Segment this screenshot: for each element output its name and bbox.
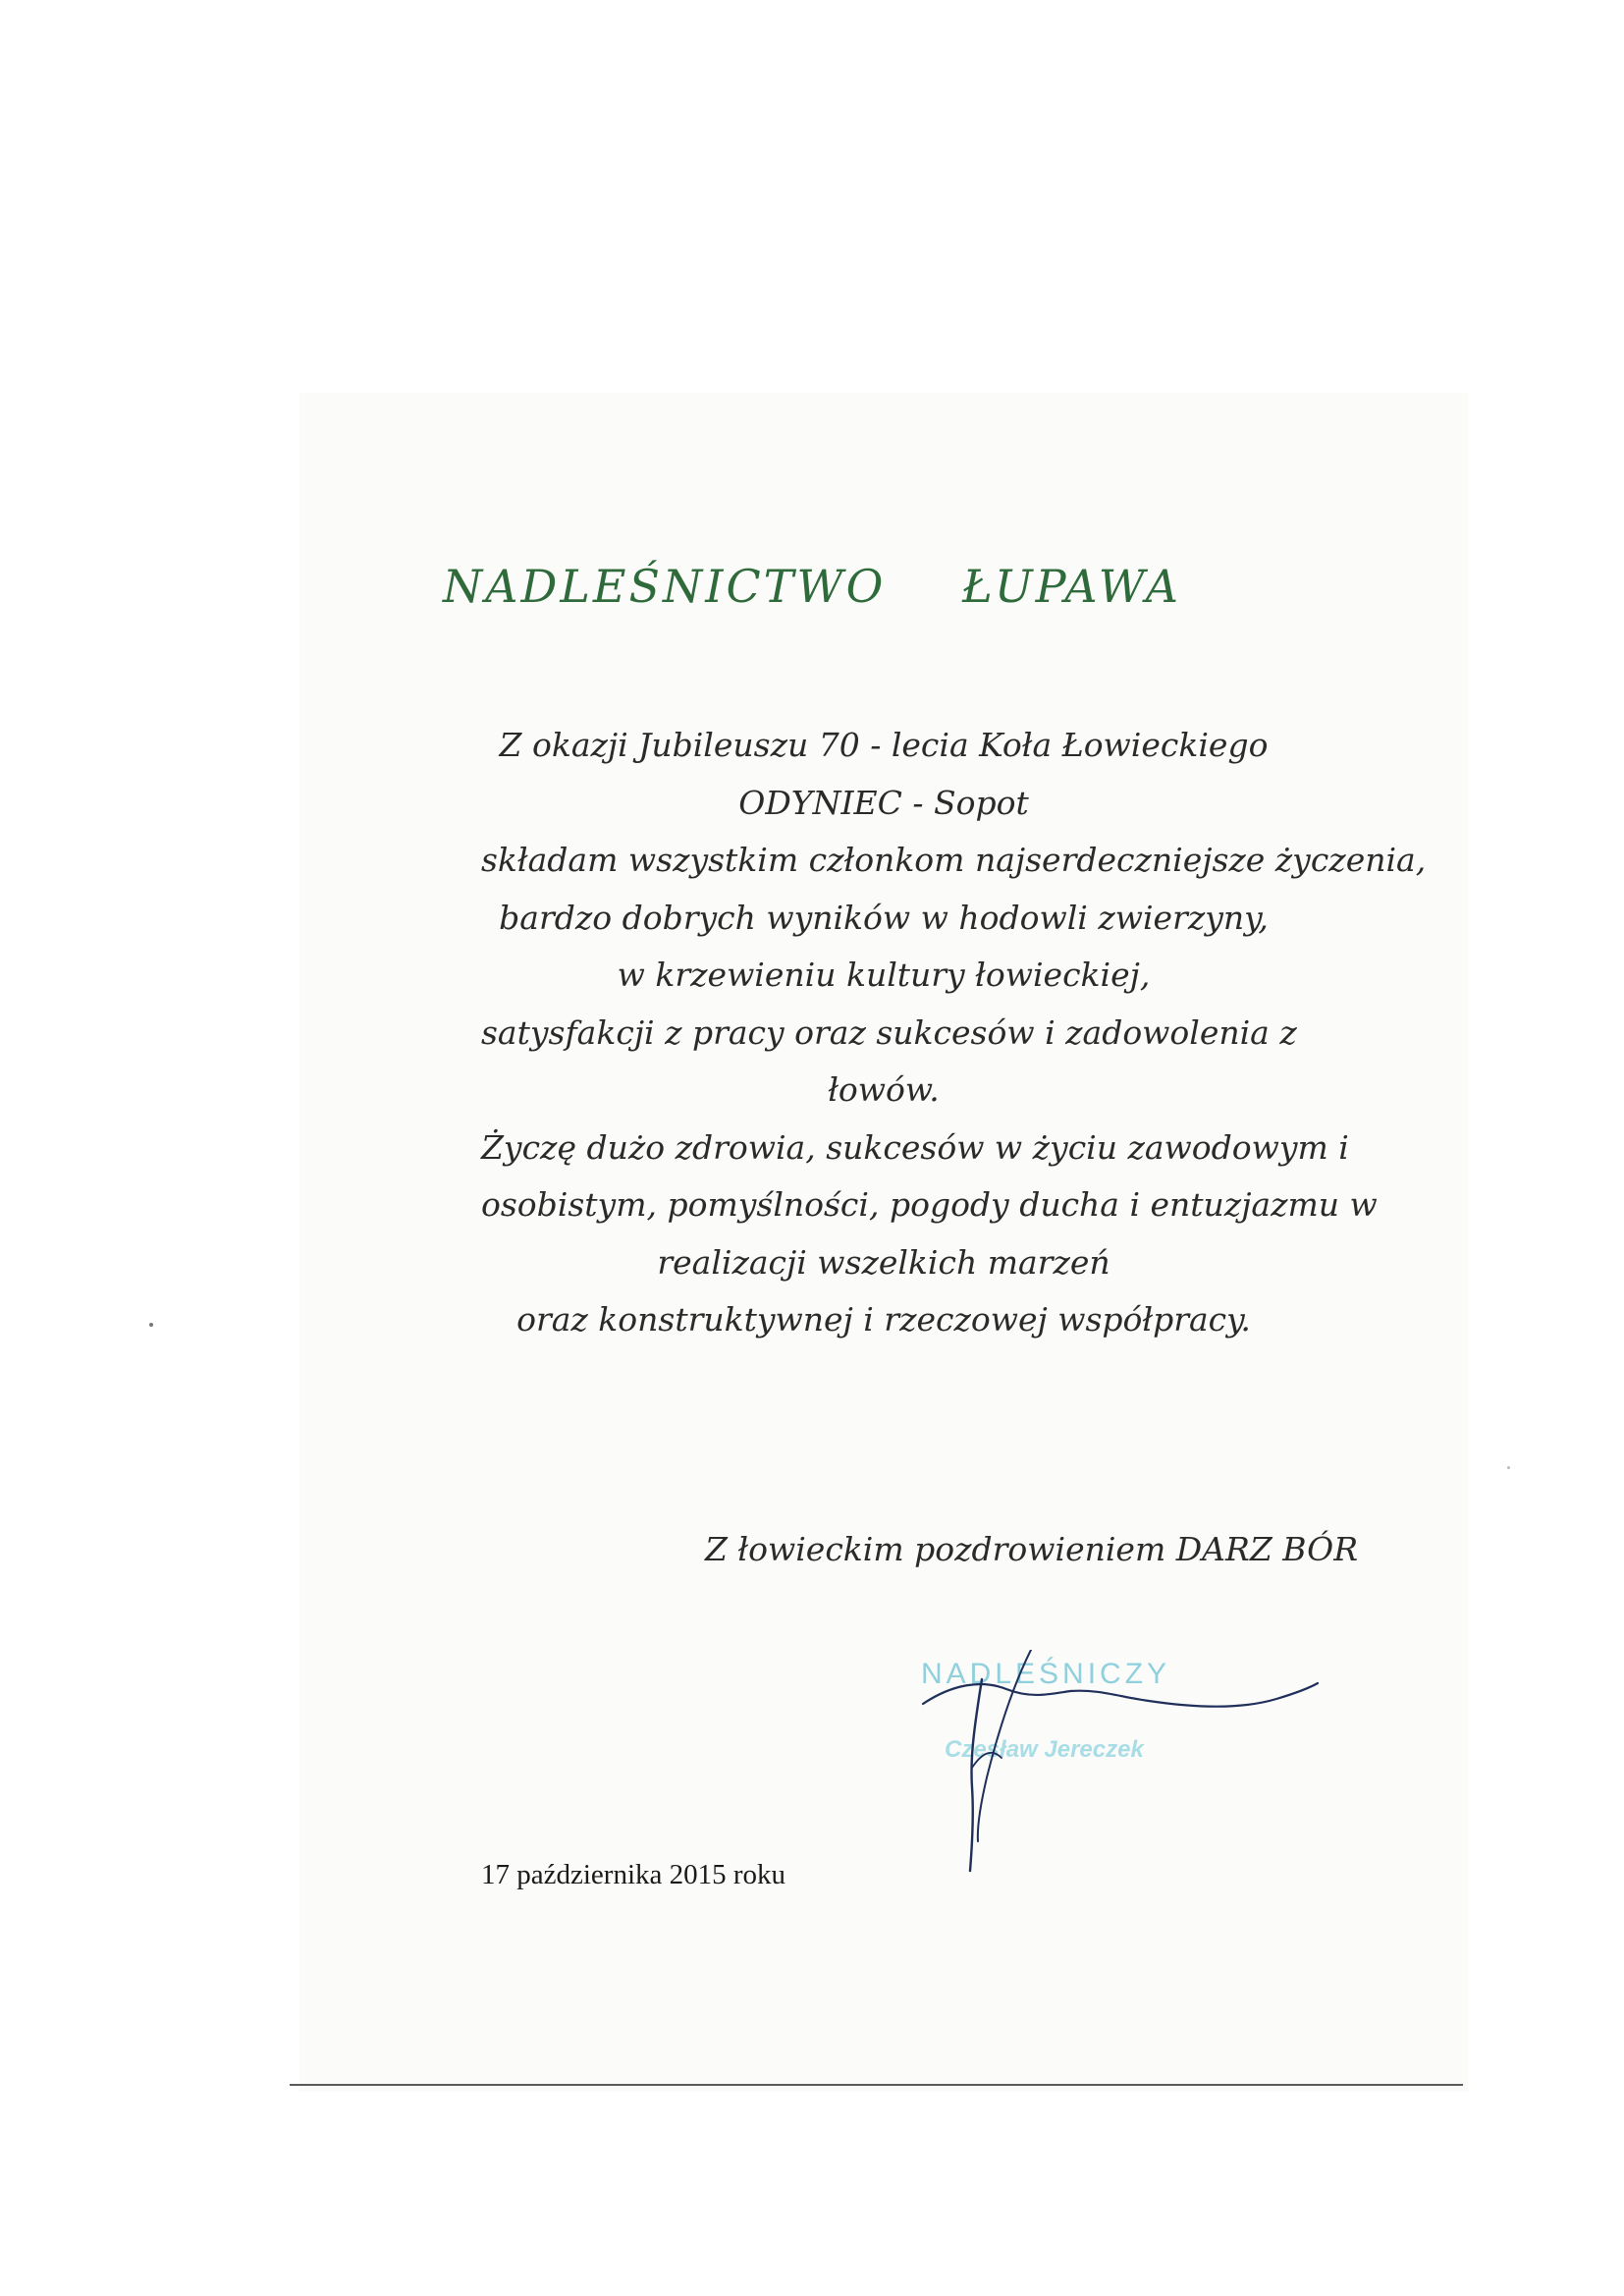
handwritten-signature [913,1650,1326,1886]
letterhead-word-1: NADLEŚNICTWO [443,560,887,613]
scan-speck [1507,1466,1510,1469]
letter-body [481,717,1427,1349]
body-line: osobistym, pomyślności, pogody ducha i entuzjazmu w [481,1185,1378,1224]
body-line: Życzę dużo zdrowia, sukcesów w życiu zawodowym i [481,1127,1349,1167]
body-line: Z okazji Jubileuszu 70 - lecia Koła Łowieckiego [499,726,1269,764]
stamp-title: NADLEŚNICZY [921,1658,1171,1690]
body-line: łowów. [828,1070,940,1109]
letterhead-word-2: ŁUPAWA [961,560,1181,613]
body-line: bardzo dobrych wyników w hodowli zwierzyny, [499,898,1269,937]
body-line: oraz konstruktywnej i rzeczowej współpracy. [516,1300,1251,1339]
scan-speck [149,1323,153,1327]
stamp-name: Czesław Jereczek [945,1736,1144,1763]
letterhead-title [0,560,1624,613]
body-line: w krzewieniu kultury łowieckiej, [617,956,1151,994]
body-line: ODYNIEC - Sopot [738,783,1029,822]
letter-date: 17 października 2015 roku [481,1859,786,1890]
scan-bottom-edge [290,2084,1463,2086]
body-line: satysfakcji z pracy oraz sukcesów i zadowolenia z [481,1012,1297,1052]
body-line: składam wszystkim członkom najserdeczniejsze życzenia, [481,841,1427,879]
body-line: realizacji wszelkich marzeń [657,1242,1110,1282]
closing-greeting: Z łowieckim pozdrowieniem DARZ BÓR [705,1530,1359,1568]
